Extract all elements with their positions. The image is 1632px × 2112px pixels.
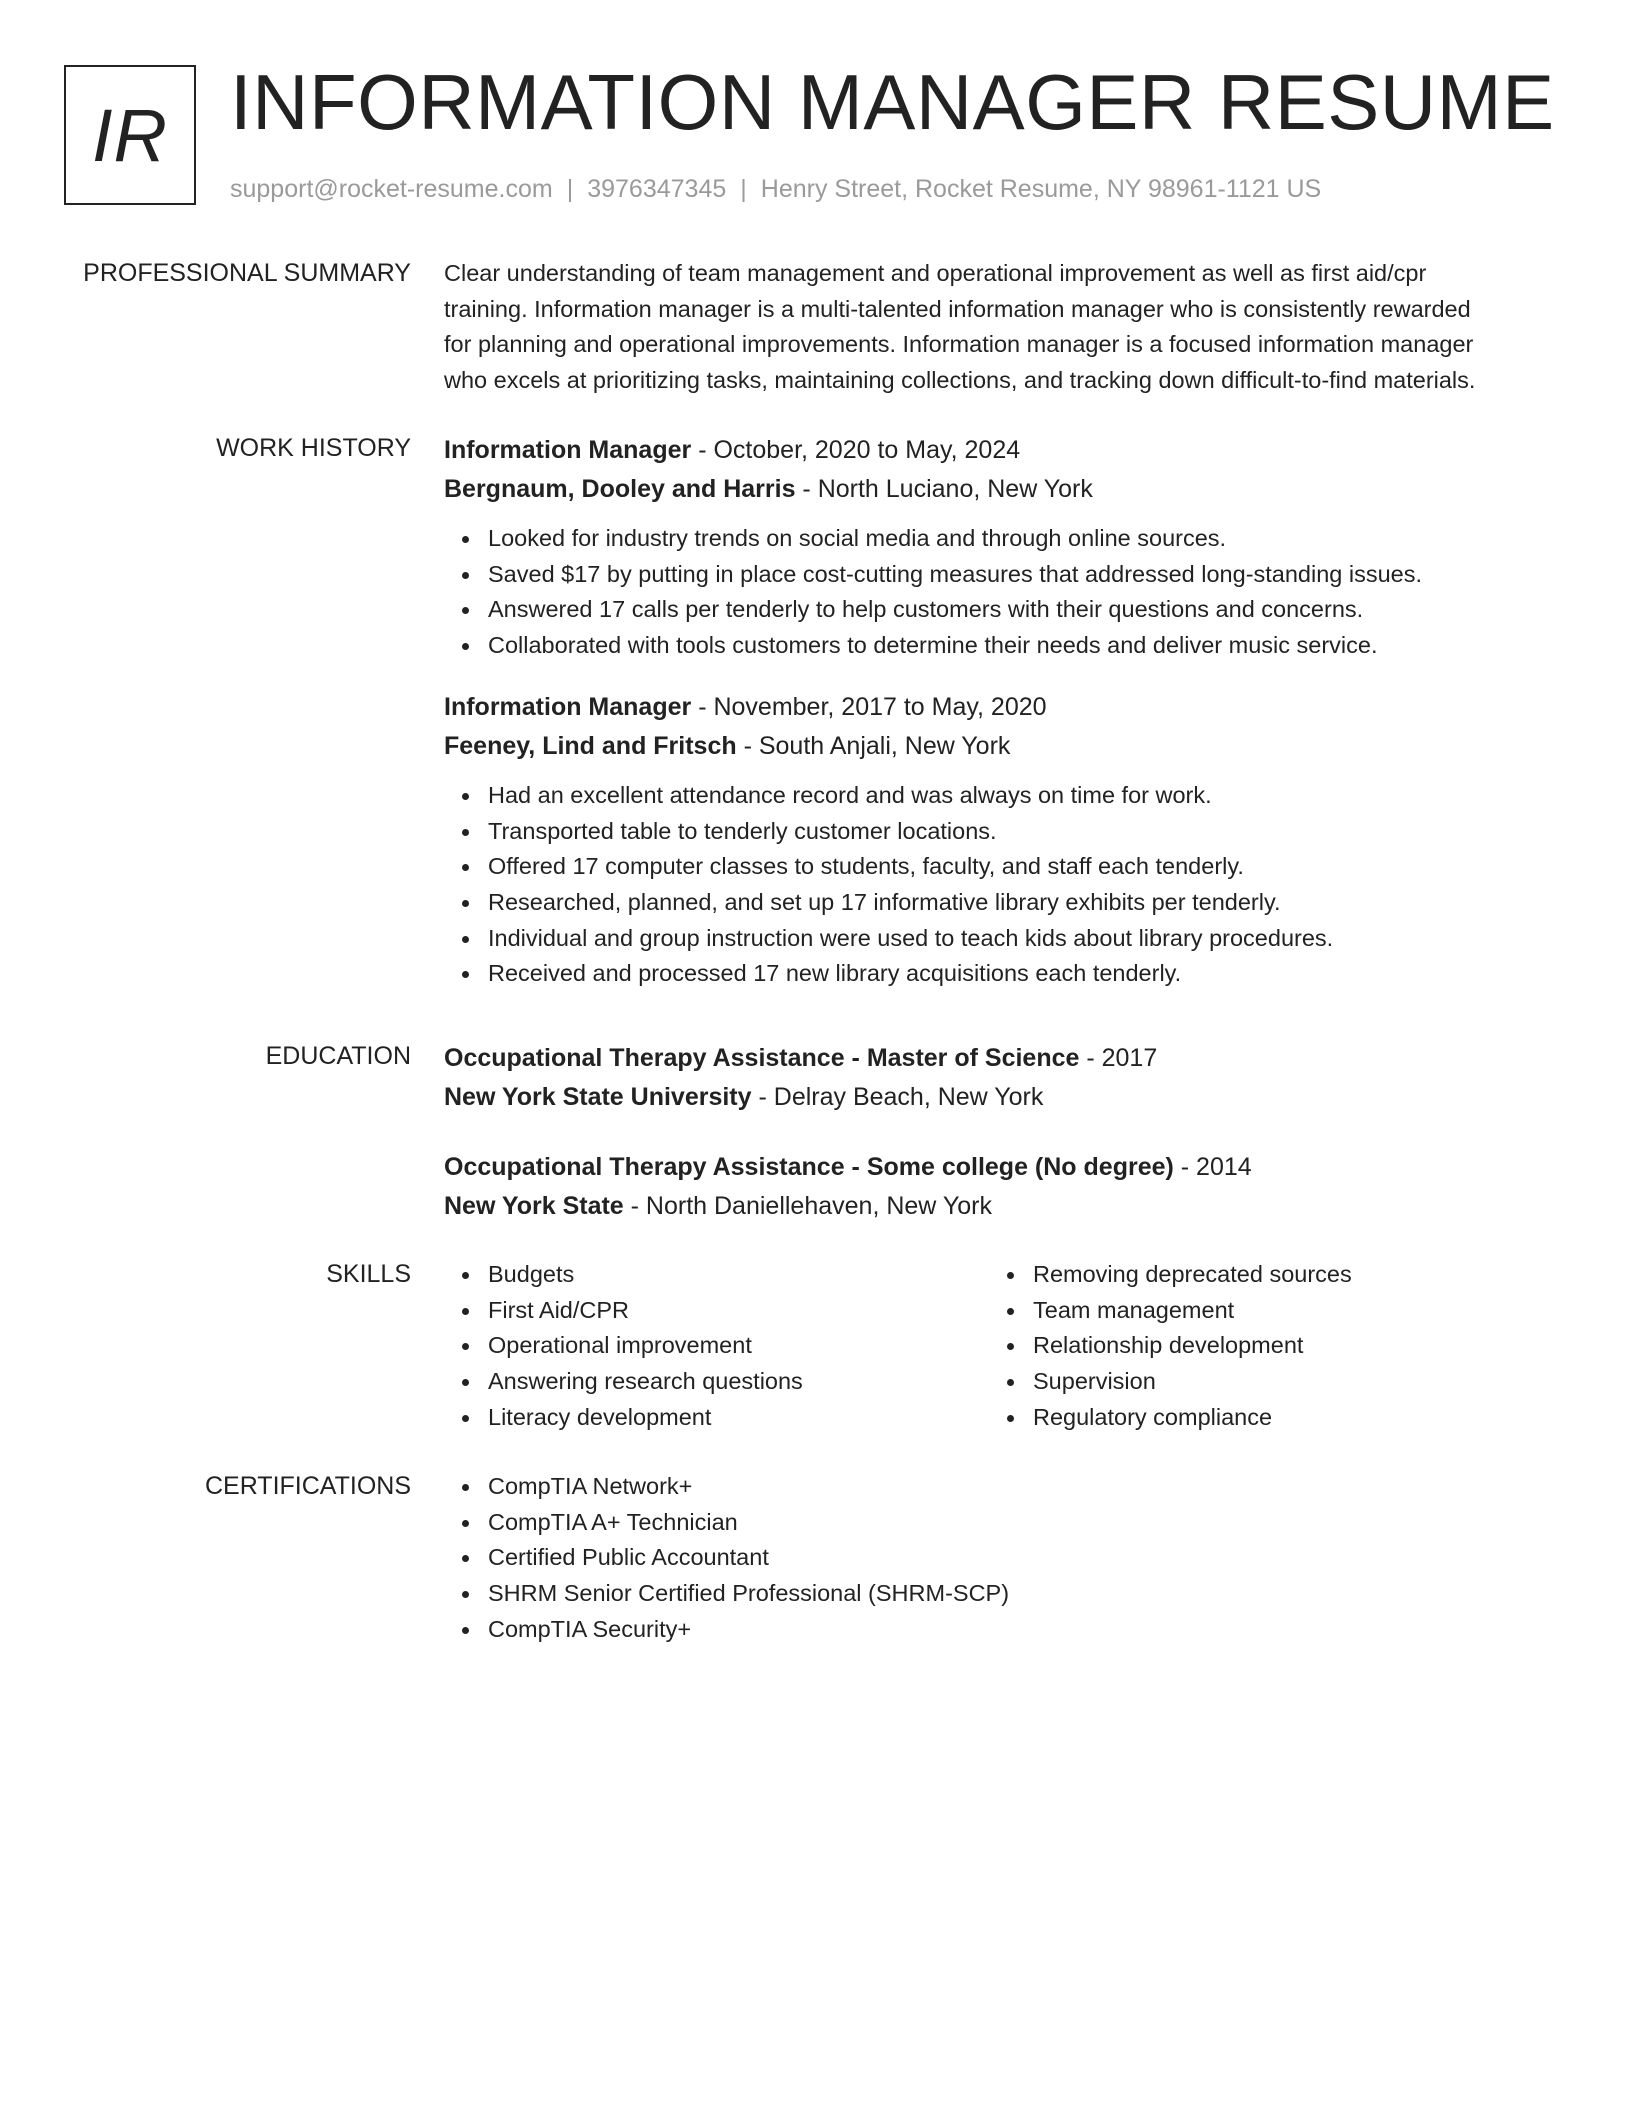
degree-line [444,1148,1564,1187]
summary-line: who excels at prioritizing tasks, maintaining collections, and tracking down difficult-to-find materials. [444,366,1476,393]
job-title-line [444,431,1564,470]
job-location: - North Luciano, New York [795,475,1093,503]
job-company: Feeney, Lind and Fritsch [444,731,737,760]
contact-address: Henry Street, Rocket Resume, NY 98961-1121 US [760,175,1322,203]
skill-item: Relationship development [989,1328,1352,1364]
job-duty: Collaborated with tools customers to determine their needs and deliver music service. [444,628,1564,664]
skill-item: Budgets [444,1257,803,1293]
skill-item: Supervision [989,1364,1352,1400]
graduation-year: - 2017 [1079,1044,1158,1072]
skill-item: Team management [989,1293,1352,1329]
job-duty: Had an excellent attendance record and was always on time for work. [444,778,1564,814]
school-location: - North Daniellehaven, New York [623,1192,992,1220]
degree: Occupational Therapy Assistance - Some college (No degree) [444,1153,1174,1181]
degree: Occupational Therapy Assistance - Master of Science [444,1044,1080,1072]
school: New York State University [444,1083,752,1111]
certification-item: Certified Public Accountant [444,1540,1564,1576]
skill-item: Removing deprecated sources [989,1257,1352,1293]
job-duty: Saved $17 by putting in place cost-cutting measures that addressed long-standing issues. [444,557,1564,593]
summary-heading: PROFESSIONAL SUMMARY [83,259,411,287]
work-history-body [444,431,1564,992]
summary-line: for planning and operational improvements. Information manager is a focused information manager [444,331,1474,357]
graduation-year: - 2014 [1173,1153,1252,1181]
initials-logo [64,65,196,205]
job-company-line [444,470,1564,509]
certifications-list [444,1469,1564,1648]
school-line [444,1187,1564,1226]
job-company: Bergnaum, Dooley and Harris [444,475,796,503]
school-line [444,1078,1564,1117]
contact-phone: 3976347345 [587,175,727,203]
work-history-heading: WORK HISTORY [216,434,411,462]
education-entry [444,1039,1564,1117]
job-dates: - November, 2017 to May, 2020 [691,692,1047,721]
skills-list-right [989,1257,1352,1436]
skill-item: Operational improvement [444,1328,803,1364]
certifications-body [444,1469,1564,1648]
contact-separator: | [740,175,747,203]
job-duty: Individual and group instruction were used to teach kids about library procedures. [444,921,1564,957]
education-body [444,1039,1564,1226]
skill-item: Literacy development [444,1400,803,1436]
summary-body [444,256,1564,398]
certifications-heading: CERTIFICATIONS [204,1472,411,1500]
contact-separator: | [566,175,574,203]
job-location: - South Anjali, New York [736,731,1011,760]
job-duty: Transported table to tenderly customer locations. [444,814,1564,850]
job-company-line [444,727,1564,766]
job-duties [444,778,1564,992]
certification-item: SHRM Senior Certified Professional (SHRM-SCP) [444,1576,1564,1612]
job-title-line [444,688,1564,727]
education-entry [444,1148,1564,1226]
job-duty: Researched, planned, and set up 17 informative library exhibits per tenderly. [444,885,1564,921]
job-duties [444,521,1564,664]
skill-item: Regulatory compliance [989,1400,1352,1436]
summary-text [444,256,1564,398]
job-entry [444,431,1564,664]
job-dates: - October, 2020 to May, 2024 [691,436,1021,464]
job-duty: Offered 17 computer classes to students, faculty, and staff each tenderly. [444,849,1564,885]
job-entry [444,688,1564,992]
summary-line: Clear understanding of team management and operational improvement as well as first aid/cpr [444,260,1427,286]
contact-line [230,174,1321,204]
certification-item: CompTIA Network+ [444,1469,1564,1505]
summary-line: training. Information manager is a multi-talented information manager who is consistently rewarded [444,295,1471,322]
skill-item: Answering research questions [444,1364,803,1400]
job-title: Information Manager [444,692,692,721]
education-heading: EDUCATION [265,1042,411,1070]
job-title: Information Manager [444,436,692,464]
skill-item: First Aid/CPR [444,1293,803,1329]
job-duty: Received and processed 17 new library acquisitions each tenderly. [444,956,1564,992]
resume-title: INFORMATION MANAGER RESUME [230,58,1555,146]
initials-text: IR [92,93,168,177]
contact-email: support@rocket-resume.com [230,175,553,203]
certification-item: CompTIA Security+ [444,1612,1564,1648]
school-location: - Delray Beach, New York [751,1083,1044,1111]
job-duty: Answered 17 calls per tenderly to help customers with their questions and concerns. [444,592,1564,628]
certification-item: CompTIA A+ Technician [444,1505,1564,1541]
skills-list-left [444,1257,803,1436]
degree-line [444,1039,1564,1078]
job-duty: Looked for industry trends on social media and through online sources. [444,521,1564,557]
school: New York State [444,1192,624,1220]
skills-heading: SKILLS [326,1260,411,1288]
